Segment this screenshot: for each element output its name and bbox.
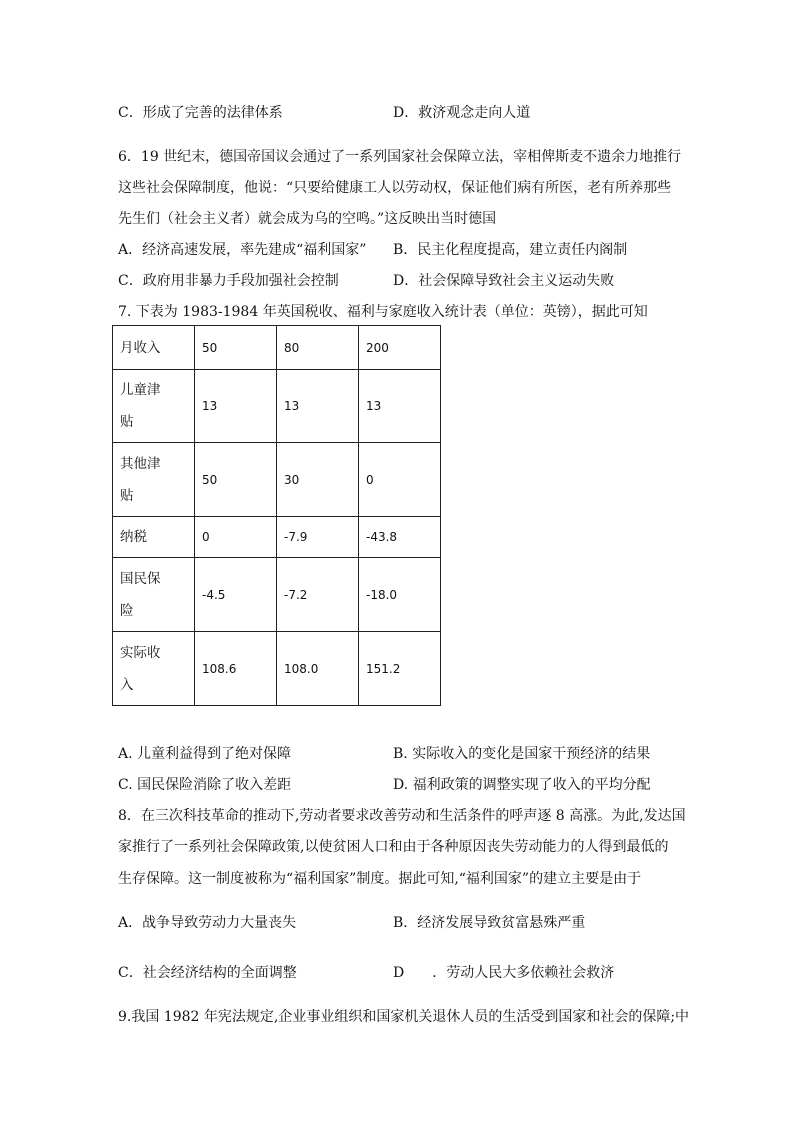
table-cell: 50 (195, 326, 277, 370)
q5-option-d: D．救济观念走向人道 (393, 105, 531, 121)
table-cell: 80 (277, 326, 359, 370)
q9-stem-line-1: 9.我国 1982 年宪法规定,企业事业组织和国家机关退休人员的生活受到国家和社会的保障;中 (118, 1009, 690, 1025)
q8-option-c: C．社会经济结构的全面调整 (118, 965, 297, 981)
table-row (113, 632, 441, 706)
income-statistics-table (112, 325, 441, 706)
q7-option-a: A. 儿童利益得到了绝对保障 (118, 746, 292, 762)
row-label: 实际收 入 (113, 632, 195, 706)
table-cell: -7.9 (277, 517, 359, 558)
q7-stem: 7. 下表为 1983-1984 年英国税收、福利与家庭收入统计表（单位：英镑），据此可知 (118, 304, 648, 320)
table-cell: 108.0 (277, 632, 359, 706)
q6-option-d: D．社会保障导致社会主义运动失败 (393, 273, 615, 289)
q8-option-b: B．经济发展导致贫富悬殊严重 (393, 915, 586, 931)
row-label: 儿童津 贴 (113, 370, 195, 443)
row-label: 国民保 险 (113, 558, 195, 632)
q8-option-a: A．战争导致劳动力大量丧失 (118, 915, 297, 931)
table-cell: 108.6 (195, 632, 277, 706)
q7-option-d: D. 福利政策的调整实现了收入的平均分配 (393, 777, 651, 793)
q8-stem-line-3: 生存保障。这一制度被称为“福利国家”制度。据此可知,“福利国家”的建立主要是由于 (118, 871, 642, 887)
table-cell: 0 (195, 517, 277, 558)
q6-option-c: C．政府用非暴力手段加强社会控制 (118, 273, 339, 289)
table-row (113, 370, 441, 443)
table-row (113, 443, 441, 517)
table-cell: -4.5 (195, 558, 277, 632)
table-cell: 13 (195, 370, 277, 443)
q8-stem-line-1: 8．在三次科技革命的推动下,劳动者要求改善劳动和生活条件的呼声逐 8 高涨。为此,发达国 (118, 808, 686, 824)
table-row (113, 517, 441, 558)
q8-option-d: D ．劳动人民大多依赖社会救济 (393, 965, 615, 981)
q7-option-c: C. 国民保险消除了收入差距 (118, 777, 292, 793)
q6-stem-line-3: 先生们（社会主义者）就会成为乌的空鸣。”这反映出当时德国 (118, 211, 497, 227)
q7-option-b: B. 实际收入的变化是国家干预经济的结果 (393, 746, 651, 762)
table-row (113, 558, 441, 632)
q8-stem-line-2: 家推行了一系列社会保障政策,以使贫困人口和由于各种原因丧失劳动能力的人得到最低的 (118, 839, 669, 855)
q6-option-b: B．民主化程度提高，建立责任内阁制 (393, 242, 628, 258)
table-cell: 200 (359, 326, 441, 370)
table-cell: 30 (277, 443, 359, 517)
row-label: 其他津 贴 (113, 443, 195, 517)
table-cell: 13 (277, 370, 359, 443)
table-cell: 151.2 (359, 632, 441, 706)
table-cell: -18.0 (359, 558, 441, 632)
table-row (113, 326, 441, 370)
row-label: 月收入 (113, 326, 195, 370)
table-cell: -7.2 (277, 558, 359, 632)
q6-option-a: A．经济高速发展，率先建成“福利国家” (118, 242, 367, 258)
table-cell: 0 (359, 443, 441, 517)
table-cell: 50 (195, 443, 277, 517)
q5-option-c: C．形成了完善的法律体系 (118, 105, 283, 121)
q6-stem-line-1: 6．19 世纪末，德国帝国议会通过了一系列国家社会保障立法，宰相俾斯麦不遗余力地推行 (118, 149, 682, 165)
table-cell: -43.8 (359, 517, 441, 558)
table-cell: 13 (359, 370, 441, 443)
q6-stem-line-2: 这些社会保障制度，他说：“只要给健康工人以劳动权，保证他们病有所医，老有所养那些 (118, 180, 672, 196)
row-label: 纳税 (113, 517, 195, 558)
